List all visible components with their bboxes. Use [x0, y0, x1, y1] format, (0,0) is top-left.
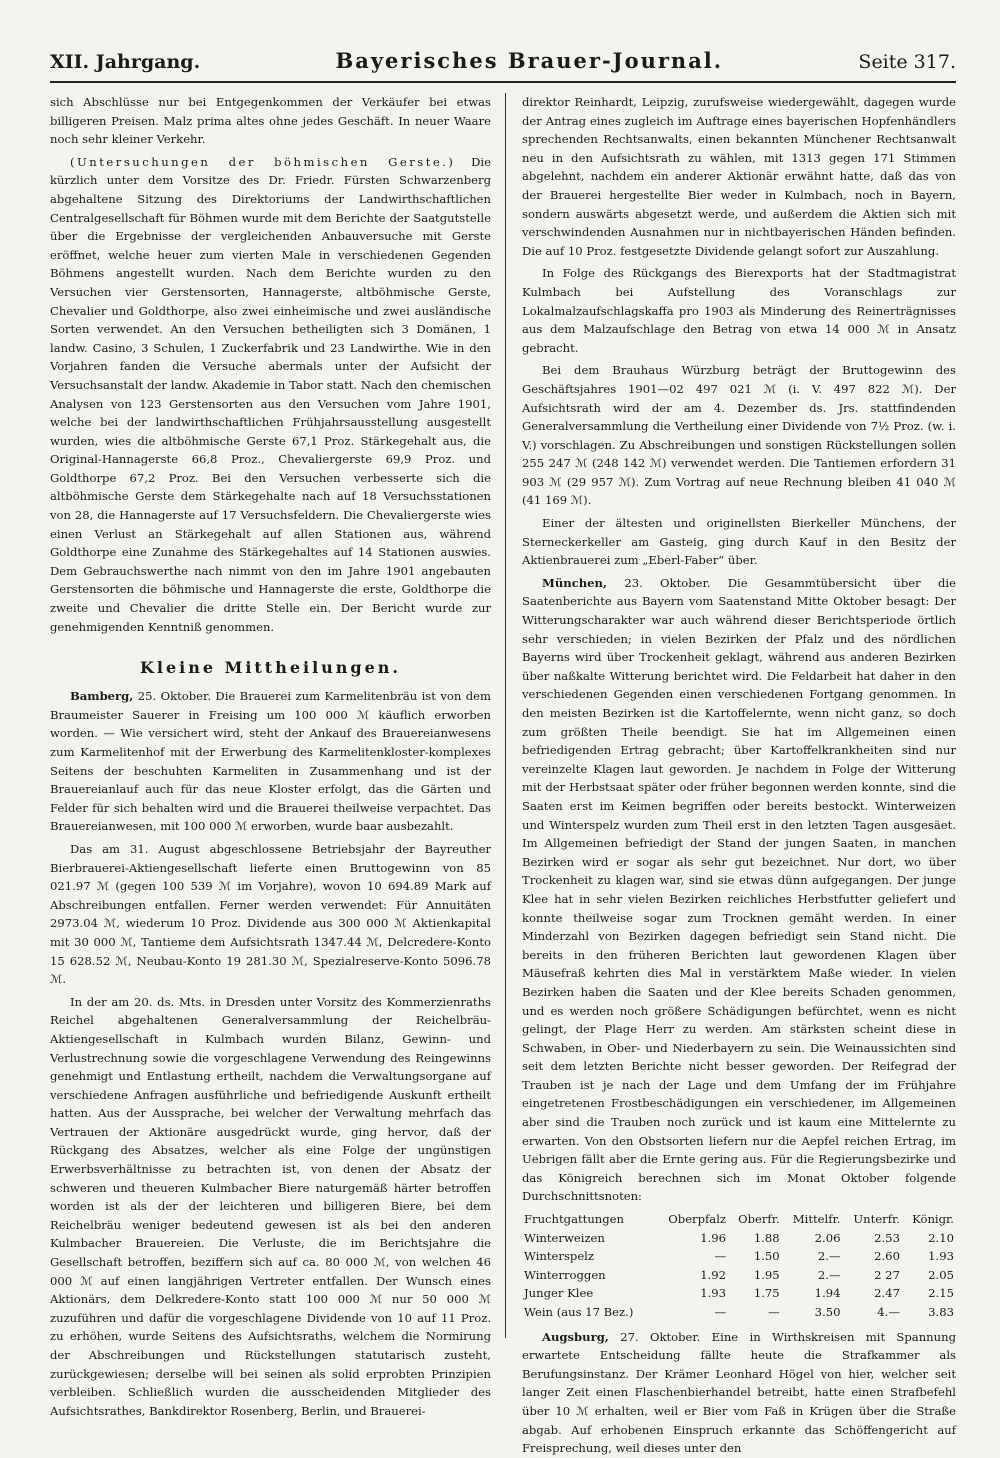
- table-header: Fruchtgattungen: [524, 1212, 625, 1227]
- place-name: Augsburg,: [542, 1329, 609, 1344]
- table-cell: 1.93: [928, 1249, 954, 1264]
- paragraph-body: 23. Oktober. Die Gesammtübersicht über die Saatenberichte aus Bayern vom Saatenstand Mitte Oktober besagt: Der Witterungscharakter war auch während dieser Berichtsperiode örtlich sehr verschieden; in vielen Bezirken der Pfalz und des nördlichen Bayerns wird über Trockenheit geklagt, während aus anderen Bezirken über naßkalte Witterung berichtet wird. Die Feldarbeit hat daher in den verschiedenen Gegenden einen verschiedenen Fortgang genommen. In den meisten Bezirken ist die Kartoffelernte, wenn nicht ganz, so doch zum größten Theile beendigt. Sie hat im Allgemeinen einen befriedigenden Ertrag gebracht; über Kartoffelkrankheiten sind nur vereinzelte Klagen laut geworden. Je nachdem in Folge der Witterung mit der Herbstsaat später oder früher begonnen werden konnte, sind die Saaten erst im Keimen begriffen oder bereits bestockt. Winterweizen und Winterspelz wurden zum Theil erst in den letzten Tagen ausgesäet. Im Allgemeinen befriedigt der Stand der jungen Saaten, in manchen Bezirken wird er sogar als sehr gut bezeichnet. Nur dort, wo über Trockenheit zu klagen war, sind sie etwas dünn aufgegangen. Der junge Klee hat in sehr vielen Bezirken reichliches Herbstfutter geliefert und konnte theilweise sogar zum Trocknen gemäht werden. In einer Minderzahl von Bezirken dagegen befriedigt sein Stand nicht. Die bereits in den früheren Berichten laut gewordenen Klagen über Mäusefraß kehrten dies Mal in verstärktem Maße wieder. In vielen Bezirken haben die Saaten und der Klee bereits Schaden genommen, und es werden noch größere Schädigungen befürchtet, wenn es nicht gelingt, der Plage Herr zu werden. Am stärksten scheint diese in Schwaben, in Ober- und Niederbayern zu sein. Die Weinaussichten sind seit dem letzten Berichte nicht besser geworden. Der Reifegrad der Trauben ist je nach der Lage und dem Umfang der im Frühjahre eingetretenen Frostbeschädigungen ein verschiedener, im Allgemeinen aber sind die Trauben noch zurück und ist kaum eine Mittelernte zu erwarten. Von den Obstsorten liefern nur die Aepfel reichen Ertrag, im Uebrigen fällt aber die Ernte gering aus. Für die Regierungsbezirke und das Königreich berechnen sich im Monat Oktober folgende Durchschnittsnoten:: [522, 575, 956, 1204]
- table-row: [522, 1247, 956, 1266]
- table-cell: 1.96: [700, 1230, 727, 1245]
- table-header: Königr.: [912, 1212, 954, 1227]
- columns: [50, 93, 956, 1456]
- place-name: Bamberg,: [70, 689, 134, 704]
- table-cell: Winterroggen: [524, 1267, 606, 1282]
- grain-ratings-table: [522, 1210, 956, 1322]
- paragraph: Bei dem Brauhaus Würzburg beträgt der Bruttogewinn des Geschäftsjahres 1901—02 497 021 ℳ (i. V. 497 822 ℳ). Der Aufsichtsrath wird der am 4. Dezember ds. Jrs. stattfindenden Generalversammlung die Vertheilung einer Dividende von 7½ Proz. (w. i. V.) vorschlagen. Zu Abschreibungen und sonstigen Rückstellungen sollen 255 247 ℳ (248 142 ℳ) verwendet werden. Die Tantiemen erfordern 31 903 ℳ (29 957 ℳ). Zum Vortrag auf neue Rechnung bleiben 41 040 ℳ (41 169 ℳ).: [522, 363, 956, 508]
- table-cell: 1.75: [753, 1286, 780, 1301]
- table-cell: Winterspelz: [524, 1249, 594, 1264]
- table-cell: 2.—: [817, 1249, 841, 1264]
- table-cell: 2.05: [928, 1267, 954, 1282]
- table-cell: Winterweizen: [524, 1230, 605, 1245]
- table-cell: 1.95: [753, 1267, 780, 1282]
- paragraph: sich Abschlüsse nur bei Entgegenkommen der Verkäufer bei etwas billigeren Preisen. Malz prima altes ohne jedes Geschäft. In neuer Waare noch sehr kleiner Verkehr.: [50, 95, 491, 147]
- table-cell: 2.15: [928, 1286, 954, 1301]
- table-cell: 2.47: [874, 1286, 900, 1301]
- table-row: [522, 1303, 956, 1322]
- table-row: [522, 1284, 956, 1303]
- table-cell: —: [714, 1249, 727, 1264]
- table-header: Mittelfr.: [792, 1212, 841, 1227]
- table-cell: Junger Klee: [524, 1286, 594, 1301]
- paragraph: Das am 31. August abgeschlossene Betriebsjahr der Bayreuther Bierbrauerei-Aktiengesellschaft lieferte einen Bruttogewinn von 85 021.97 ℳ (gegen 100 539 ℳ im Vorjahre), wovon 10 694.89 Mark auf Abschreibungen entfallen. Ferner werden verwendet: Für Annuitäten 2973.04 ℳ, wiederum 10 Proz. Dividende aus 300 000 ℳ Aktienkapital mit 30 000 ℳ, Tantieme dem Aufsichtsrath 1347.44 ℳ, Delcredere-Konto 15 628.52 ℳ, Neubau-Konto 19 281.30 ℳ, Spezialreserve-Konto 5096.78 ℳ.: [50, 841, 491, 987]
- table-cell: Wein (aus 17 Bez.): [524, 1305, 634, 1319]
- table-row: [522, 1229, 956, 1248]
- journal-title: Bayerisches Brauer-Journal.: [335, 48, 724, 73]
- paragraph: [50, 153, 491, 636]
- page-number: Seite 317.: [858, 51, 956, 73]
- paragraph: [50, 687, 491, 836]
- paragraph: [522, 1328, 956, 1458]
- table-cell: 2.10: [928, 1230, 954, 1245]
- table-header-row: [522, 1210, 956, 1229]
- table-header: Oberpfalz: [668, 1212, 727, 1227]
- table-cell: 2 27: [874, 1267, 900, 1282]
- table-cell: 3.50: [814, 1305, 841, 1319]
- table-cell: 1.92: [700, 1267, 727, 1282]
- left-column: [50, 93, 505, 1418]
- paragraph: In der am 20. ds. Mts. in Dresden unter Vorsitz des Kommerzienraths Reichel abgehaltenen Generalversammlung der Reichelbräu-Aktiengesellschaft in Kulmbach wurden Bilanz, Gewinn- und Verlustrechnung sowie die vorgeschlagene Verwendung des Reingewinns genehmigt und Entlastung ertheilt, nachdem die Verwaltungsorgane auf verschiedene Anfragen ausführliche und befriedigende Auskunft ertheilt hatten. Aus der Aussprache, bei welcher der Verwaltung mehrfach das Vertrauen der Aktionäre ausgedrückt wurde, ging hervor, daß der Rückgang des Absatzes, welcher als eine Folge der ungünstigen Erwerbsverhältnisse zu betrachten ist, von denen der Absatz der schweren und theueren Kulmbacher Biere naturgemäß härter betroffen worden ist als der der leichteren und billigeren Biere, bei dem Reichelbräu weniger bedeutend gewesen ist als bei den anderen Kulmbacher Brauereien. Die Verluste, die im Berichtsjahre die Gesellschaft betroffen, beziffern sich auf ca. 80 000 ℳ, von welchen 46 000 ℳ auf einen langjährigen Vertreter entfallen. Der Wunsch eines Aktionärs, dem Delkredere-Konto statt 100 000 ℳ nur 50 000 ℳ zuzuführen und dafür die vorgeschlagene Dividende von 10 auf 11 Proz. zu erhöhen, wurde Seitens des Aufsichtsraths, welchem die Normirung der Abschreibungen und Rückstellungen statutarisch zusteht, zurückgewiesen; derselbe will bei seinen als solid erprobten Prinzipien verbleiben. Schließlich wurden die ausscheidenden Mitglieder des Aufsichtsrathes, Bankdirektor Rosenberg, Berlin, und Brauerei-: [50, 994, 491, 1418]
- table-cell: 2.—: [817, 1267, 841, 1282]
- place-name: München,: [542, 575, 608, 590]
- table-cell: 1.93: [700, 1286, 727, 1301]
- table-cell: 2.53: [874, 1230, 900, 1245]
- table-cell: 1.94: [814, 1286, 841, 1301]
- table-cell: 4.—: [877, 1305, 900, 1319]
- table-cell: 2.06: [814, 1230, 841, 1245]
- right-column: [505, 93, 956, 1456]
- paragraph-body: 27. Oktober. Eine in Wirthskreisen mit Spannung erwartete Entscheidung fällte heute die Strafkammer als Berufungsinstanz. Der Krämer Leonhard Högel von hier, welcher seit langer Zeit einen Flaschenbierhandel betreibt, hatte einen Strafbefehl über 10 ℳ erhalten, weil er Bier vom Faß in Krügen über die Straße abgab. Auf erhobenen Einspruch erkannte das Schöffengericht auf Freisprechung, weil dieses unter den: [522, 1329, 956, 1456]
- table-header: Oberfr.: [738, 1212, 780, 1227]
- paragraph-body: 25. Oktober. Die Brauerei zum Karmelitenbräu ist von dem Braumeister Sauerer in Freising um 100 000 ℳ käuflich erworben worden. — Wie versichert wird, steht der Ankauf des Brauereianwesens zum Karmelitenhof mit der Erwerbung des Karmelitenkloster-komplexes Seitens der beschuhten Karmeliten in Zusammenhang und ist der Brauereianlauf auch für das neue Kloster erfolgt, das die Gärten und Felder für sich behalten wird und die Brauerei theilweise verpachtet. Das Brauereianwesen, mit 100 000 ℳ erworben, wurde baar ausbezahlt.: [50, 689, 492, 834]
- table-cell: 1.88: [753, 1230, 780, 1245]
- section-title: Kleine Mittheilungen.: [140, 658, 401, 678]
- table-cell: 1.50: [753, 1249, 780, 1264]
- table-header: Unterfr.: [853, 1212, 900, 1227]
- paragraph: direktor Reinhardt, Leipzig, zurufsweise wiedergewählt, dagegen wurde der Antrag eines zugleich im Auftrage eines bayerischen Hopfenhändlers sprechenden Rechtsanwalts, einen bekannten Münchener Rechtsanwalt neu in den Aufsichtsrath zu wählen, mit 1313 gegen 171 Stimmen abgelehnt, nachdem ein anderer Aktionär erwähnt hatte, daß das von der Brauerei hergestellte Bier weder in Kulmbach, noch in Bayern, sondern auswärts abgesetzt werde, und außerdem die Aktien sich mit verschwindenden Ausnahmen nur in nichtbayerischen Händen befinden. Die auf 10 Proz. festgesetzte Dividende gelangt sofort zur Auszahlung.: [522, 95, 956, 258]
- volume-label: XII. Jahrgang.: [50, 51, 201, 73]
- paragraph-title: (Untersuchungen der böhmischen Gerste.): [70, 154, 456, 169]
- paragraph: In Folge des Rückgangs des Bierexports hat der Stadtmagistrat Kulmbach bei Aufstellung des Voranschlags zur Lokalmalzaufschlagskaffa pro 1903 als Minderung des Reinerträgnisses aus dem Malzaufschlage den Betrag von etwa 14 000 ℳ in Ansatz gebracht.: [522, 266, 956, 355]
- page-header: [50, 48, 956, 83]
- paragraph: [522, 574, 956, 1206]
- table-row: [522, 1266, 956, 1285]
- table-cell: —: [768, 1305, 780, 1319]
- paragraph-body: Die kürzlich unter dem Vorsitze des Dr. Friedr. Fürsten Schwarzenberg abgehaltene Sitzung des Direktoriums der Landwirthschaftlichen Centralgesellschaft für Böhmen wurde mit dem Berichte der Saatgutstelle über die Ergebnisse der vergleichenden Anbauversuche mit Gerste eröffnet, welche heuer zum vierten Male in verschiedenen Gegenden Böhmens angestellt wurden. Nach dem Berichte wurden zu den Versuchen vier Gerstensorten, Hannagerste, altböhmische Gerste, Chevalier und Goldthorpe, also zwei einheimische und zwei ausländische Sorten verwendet. An den Versuchen betheiligten sich 3 Domänen, 1 landw. Casino, 3 Schulen, 1 Zuckerfabrik und 23 Landwirthe. Wie in den Vorjahren fanden die Versuche abermals unter der Aufsicht der Versuchsanstalt der landw. Akademie in Tabor statt. Nach den chemischen Analysen von 123 Gerstensorten aus den Versuchen vom Jahre 1901, welche bei der landwirthschaftlichen Frühjahrsausstellung ausgestellt wurden, wies die altböhmische Gerste 67,1 Proz. Stärkegehalt aus, die Original-Hannagerste 66,8 Proz., Chevaliergerste 69,9 Proz. und Goldthorpe 67,2 Proz. Bei den Versuchen verbesserte sich die altböhmische Gerste dem Stärkegehalte nach auf 18 Versuchsstationen von 28, die Hannagerste auf 17 Versuchsfeldern. Die Chevaliergerste wies einen Verlust an Stärkegehalt auf allen Stationen aus, während Goldthorpe eine Zunahme des Stärkegehaltes auf 14 Stationen auswies. Dem Gebrauchswerthe nach nimmt von den im Jahre 1901 angebauten Gerstensorten die böhmische und Hannagerste die erste, Goldthorpe die zweite und Chevalier die dritte Stelle ein. Der Bericht wurde zur genehmigenden Kenntniß genommen.: [50, 154, 492, 634]
- table-cell: 2.60: [874, 1249, 900, 1264]
- paragraph: Einer der ältesten und originellsten Bierkeller Münchens, der Sterneckerkeller am Gasteig, ging durch Kauf in den Besitz der Aktienbrauerei zum „Eberl-Faber“ über.: [522, 516, 956, 568]
- table-cell: 3.83: [928, 1305, 954, 1319]
- table-cell: —: [714, 1305, 727, 1319]
